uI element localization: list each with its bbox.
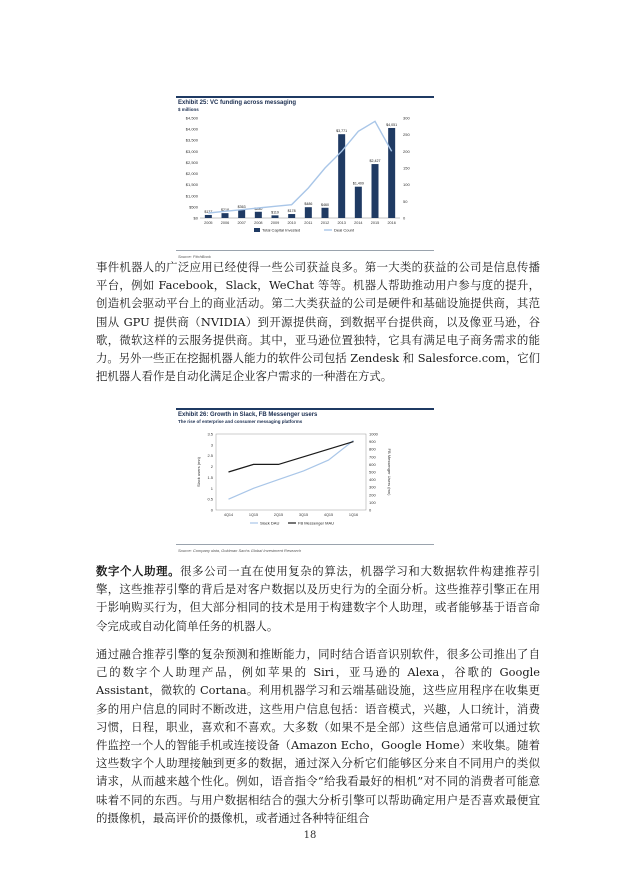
y-tick-label-right: 400 <box>369 477 376 483</box>
bar-total-capital <box>355 187 362 218</box>
exhibit-26-figure <box>176 408 434 553</box>
y-tick-label-right: 100 <box>369 499 376 505</box>
y-tick-label-right: 200 <box>403 148 410 154</box>
x-tick-label: 3Q15 <box>298 513 309 517</box>
bar-data-label: $280 <box>254 206 263 211</box>
exhibit-26-source: Source: Company data, Goldman Sachs Global Investment Research <box>178 548 302 553</box>
paragraph-digital-assistants-text: 很多公司一直在使用复杂的算法，机器学习和大数据软件构建推荐引擎，这些推荐引擎的背后是对客户数据以及历史行为的全面分析。这些推荐引擎正在用于影响购买行为，但大部分相同的技术是用于构建数字个人助理，或者能够基于语音命令完成或自动化简单任务的机器人。 <box>96 564 540 633</box>
x-tick-label: 2012 <box>320 221 330 225</box>
deal-count-line <box>208 121 391 213</box>
bar-total-capital <box>205 215 212 218</box>
x-tick-label: 2013 <box>337 221 346 225</box>
legend-label-deals: Deal Count <box>334 227 355 233</box>
bar-data-label: $486 <box>304 202 313 207</box>
bar-total-capital <box>288 214 295 218</box>
y-tick-label-left: 2.5 <box>207 453 213 459</box>
y-tick-label-right: 250 <box>403 132 410 138</box>
y-tick-label-right: 0 <box>369 507 372 513</box>
y-tick-label-right: 300 <box>403 115 410 121</box>
y-tick-label-right: 100 <box>403 182 410 188</box>
plot-area-frame <box>216 434 366 510</box>
legend-swatch-capital <box>254 228 260 232</box>
y-tick-label-right: 900 <box>369 439 376 445</box>
y-tick-label-right: 600 <box>369 461 376 467</box>
x-tick-label: 2008 <box>254 221 263 225</box>
exhibit-26-title: Exhibit 26: Growth in Slack, FB Messenger users <box>178 412 318 418</box>
bar-data-label: $218 <box>221 208 229 213</box>
x-tick-label: 2014 <box>354 221 363 225</box>
exhibit-25-subtitle: $ millions <box>178 107 199 112</box>
y-tick-label-left: 0 <box>210 507 213 513</box>
y-tick-label-left: 0.5 <box>207 496 213 502</box>
y-tick-label-left: $2,000 <box>185 171 198 177</box>
y-tick-label-right: 0 <box>403 215 406 221</box>
bar-total-capital <box>388 128 395 218</box>
bar-data-label: $363 <box>237 204 246 209</box>
x-tick-label: 2009 <box>270 221 280 225</box>
paragraph-digital-assistants <box>96 562 540 635</box>
x-tick-label: 2011 <box>304 221 313 225</box>
x-tick-label: 1Q16 <box>348 513 359 517</box>
bar-total-capital <box>255 212 262 218</box>
bar-total-capital <box>238 210 245 218</box>
x-tick-label: 4Q15 <box>323 513 334 517</box>
slack-dau-line <box>229 441 354 500</box>
exhibit-25-title: Exhibit 25: VC funding across messaging <box>178 100 297 106</box>
y-tick-label-right: 1000 <box>369 431 378 437</box>
exhibit-26-subtitle: The rise of enterprise and consumer messaging platforms <box>178 419 303 424</box>
bar-total-capital <box>272 215 279 218</box>
x-tick-label: 4Q14 <box>223 513 234 517</box>
y-tick-label-left: 2 <box>210 464 213 470</box>
bar-total-capital <box>322 208 329 218</box>
y-tick-label-right: 50 <box>403 198 408 204</box>
bar-data-label: $4,051 <box>386 122 398 127</box>
y-tick-label-left: $4,000 <box>185 126 198 132</box>
y-axis-label-left: Slack users (mn) <box>196 456 201 488</box>
x-tick-label: 2010 <box>287 221 296 225</box>
bar-total-capital <box>222 213 229 218</box>
x-tick-label: 2006 <box>220 221 230 225</box>
y-axis-label-right: FB Messenger Users (mn) <box>387 448 392 496</box>
bar-data-label: $137 <box>204 209 213 214</box>
y-tick-label-right: 200 <box>369 492 376 498</box>
y-tick-label-right: 700 <box>369 454 376 460</box>
legend-label-capital: Total Capital Invested <box>262 227 301 233</box>
bar-total-capital <box>372 164 379 218</box>
exhibit-25-figure <box>176 96 434 259</box>
y-tick-label-right: 150 <box>403 165 410 171</box>
paragraph-fusion: 通过融合推荐引擎的复杂预测和推断能力，同时结合语音识别软件，很多公司推出了自己的数字个人助理产品，例如苹果的 Siri，亚马逊的 Alexa，谷歌的 Google Assistant，微软的 Cortana。利用机器学习和云端基础设施，这些应用程序在收集更多的用户信息的同时不断改进，这些用户信息包括：语音模式，兴趣，人口统计，消费习惯，日程，职业，喜欢和不喜欢。大多数（如果不是全部）这些信息通常可以通过软件监控一个人的智能手机或连接设备（Amazon Echo，Google Home）来收集。随着这些数字个人助理接触到更多的数据，通过深入分析它们能够区分来自不同用户的类似请求，从而越来越个性化。例如，语音指令“给我看最好的相机”对不同的消费者可能意味着不同的东西。与用户数据相结合的强大分析引擎可以帮助确定用户是否喜欢最便宜的摄像机，最高评价的摄像机，或者通过各种特征组合 <box>96 647 540 825</box>
bar-data-label: $2,427 <box>369 159 381 164</box>
y-tick-label-left: 1 <box>210 485 213 491</box>
page-number: 18 <box>303 830 317 841</box>
legend-label-fb: FB Messenger MAU <box>298 520 335 526</box>
bar-data-label: $3,771 <box>336 129 348 134</box>
y-tick-label-left: $0 <box>193 215 198 221</box>
messaging-users-chart <box>176 428 434 540</box>
legend-label-slack: Slack DAU <box>260 520 280 526</box>
y-tick-label-left: 1.5 <box>207 474 213 480</box>
bar-data-label: $178 <box>287 209 296 214</box>
y-tick-label-right: 300 <box>369 484 376 490</box>
bar-data-label: $119 <box>271 210 279 215</box>
exhibit-25-source: Source: PitchBook <box>178 254 211 259</box>
y-tick-label-left: $4,500 <box>185 115 198 121</box>
y-tick-label-left: $2,500 <box>185 159 198 165</box>
y-tick-label-right: 500 <box>369 469 376 475</box>
paragraph-beneficiaries: 事件机器人的广泛应用已经使得一些公司获益良多。第一大类的获益的公司是信息传播平台，例如 Facebook，Slack，WeChat 等等。机器人帮助推动用户参与度的提升，创造机会驱动平台上的商业活动。第二大类获益的公司是硬件和基础设施提供商，其范围从 GPU 提供商（NVIDIA）到开源提供商，到数据平台提供商，以及像亚马逊，谷歌，微软这样的云服务提供商。其中，亚马逊位置独特，它具有满足电子商务需求的能力。另外一些正在挖掘机器人能力的软件公司包括 Zendesk 和 Salesforce.com，它们把机器人看作是自动化满足企业客户需求的一种潜在方式。 <box>96 260 540 384</box>
y-tick-label-left: $1,500 <box>185 182 198 188</box>
y-tick-label-left: $500 <box>189 204 198 210</box>
y-tick-label-right: 800 <box>369 446 376 452</box>
vc-funding-chart <box>176 114 434 242</box>
x-tick-label: 2016 <box>387 221 396 225</box>
fb-messenger-mau-line <box>229 442 354 472</box>
y-tick-label-left: $3,500 <box>185 137 198 143</box>
paragraph-lead-heading: 数字个人助理。 <box>96 564 181 578</box>
y-tick-label-left: 3.5 <box>207 431 213 437</box>
y-tick-label-left: $1,000 <box>185 193 198 199</box>
x-tick-label: 2007 <box>237 221 246 225</box>
bar-data-label: $1,409 <box>352 181 364 186</box>
x-tick-label: 2005 <box>204 221 213 225</box>
x-tick-label: 1Q15 <box>248 513 259 517</box>
x-tick-label: 2015 <box>370 221 380 225</box>
bar-total-capital <box>305 207 312 218</box>
bar-total-capital <box>338 134 345 218</box>
bar-data-label: $460 <box>321 202 329 207</box>
y-tick-label-left: $3,000 <box>185 148 198 154</box>
y-tick-label-left: 3 <box>210 442 213 448</box>
x-tick-label: 2Q15 <box>273 513 284 517</box>
